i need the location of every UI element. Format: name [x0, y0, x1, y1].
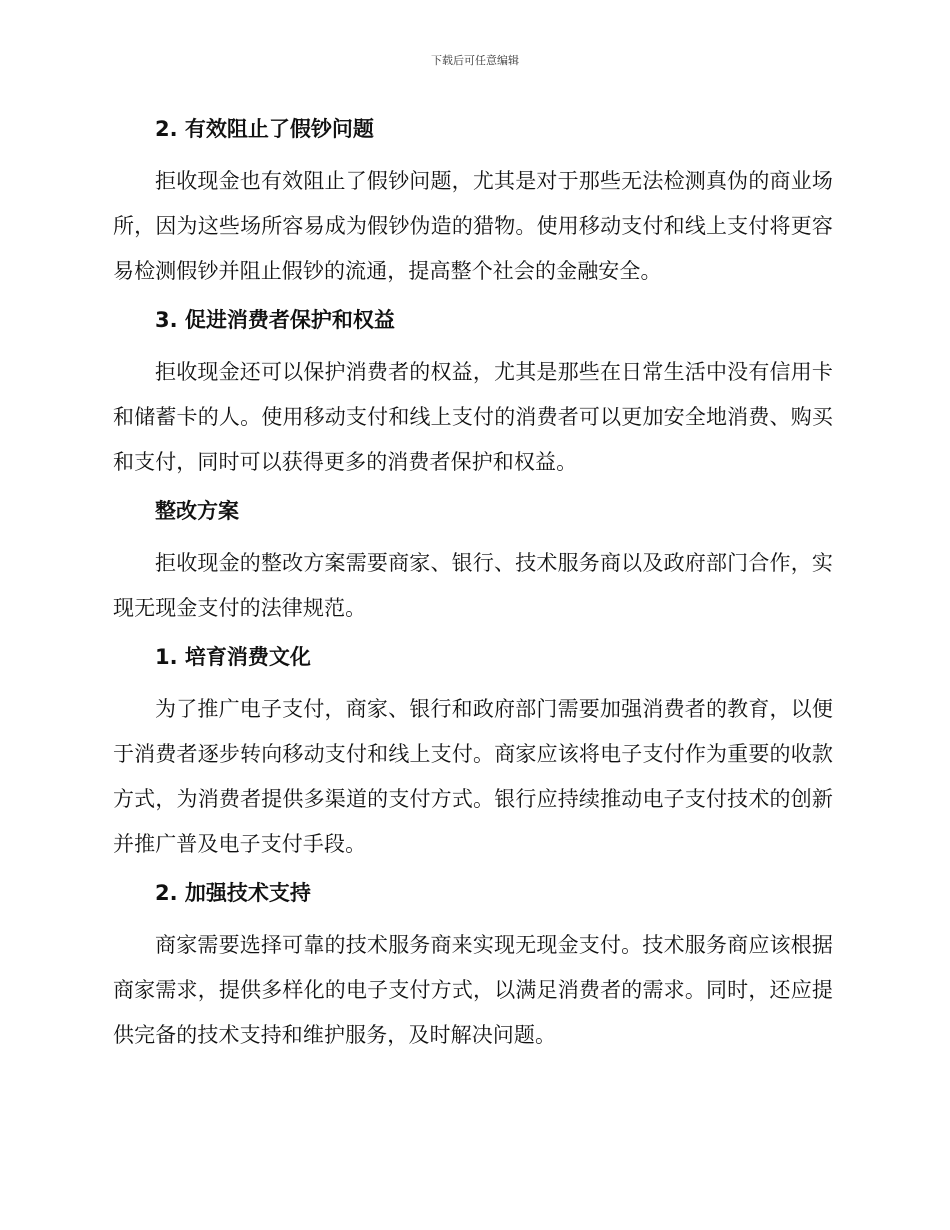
- section-paragraph-consumer-protection: 拒收现金还可以保护消费者的权益，尤其是那些在日常生活中没有信用卡和储蓄卡的人。使用移动支付和线上支付的消费者可以更加安全地消费、购买和支付，同时可以获得更多的消费者保护和权益。: [113, 360, 833, 474]
- header-note: 下载后可任意编辑: [431, 54, 519, 67]
- section-paragraph-technical-support: 商家需要选择可靠的技术服务商来实现无现金支付。技术服务商应该根据商家需求，提供多样化的电子支付方式，以满足消费者的需求。同时，还应提供完备的技术支持和维护服务，及时解决问题。: [113, 933, 833, 1047]
- section-heading-technical-support: 2. 加强技术支持: [155, 881, 311, 905]
- section-paragraph-counterfeit: 拒收现金也有效阻止了假钞问题，尤其是对于那些无法检测真伪的商业场所，因为这些场所容易成为假钞伪造的猎物。使用移动支付和线上支付将更容易检测假钞并阻止假钞的流通，提高整个社会的金融安全。: [113, 169, 833, 283]
- section-heading-rectification-plan: 整改方案: [155, 499, 239, 523]
- section-heading-consumer-culture: 1. 培育消费文化: [155, 645, 311, 669]
- section-heading-consumer-protection: 3. 促进消费者保护和权益: [155, 308, 395, 332]
- section-paragraph-consumer-culture: 为了推广电子支付，商家、银行和政府部门需要加强消费者的教育，以便于消费者逐步转向移动支付和线上支付。商家应该将电子支付作为重要的收款方式，为消费者提供多渠道的支付方式。银行应持续推动电子支付技术的创新并推广普及电子支付手段。: [113, 697, 833, 856]
- section-heading-counterfeit: 2. 有效阻止了假钞问题: [155, 117, 374, 141]
- section-paragraph-rectification-plan: 拒收现金的整改方案需要商家、银行、技术服务商以及政府部门合作，实现无现金支付的法律规范。: [113, 551, 833, 620]
- document-body: [113, 113, 833, 1058]
